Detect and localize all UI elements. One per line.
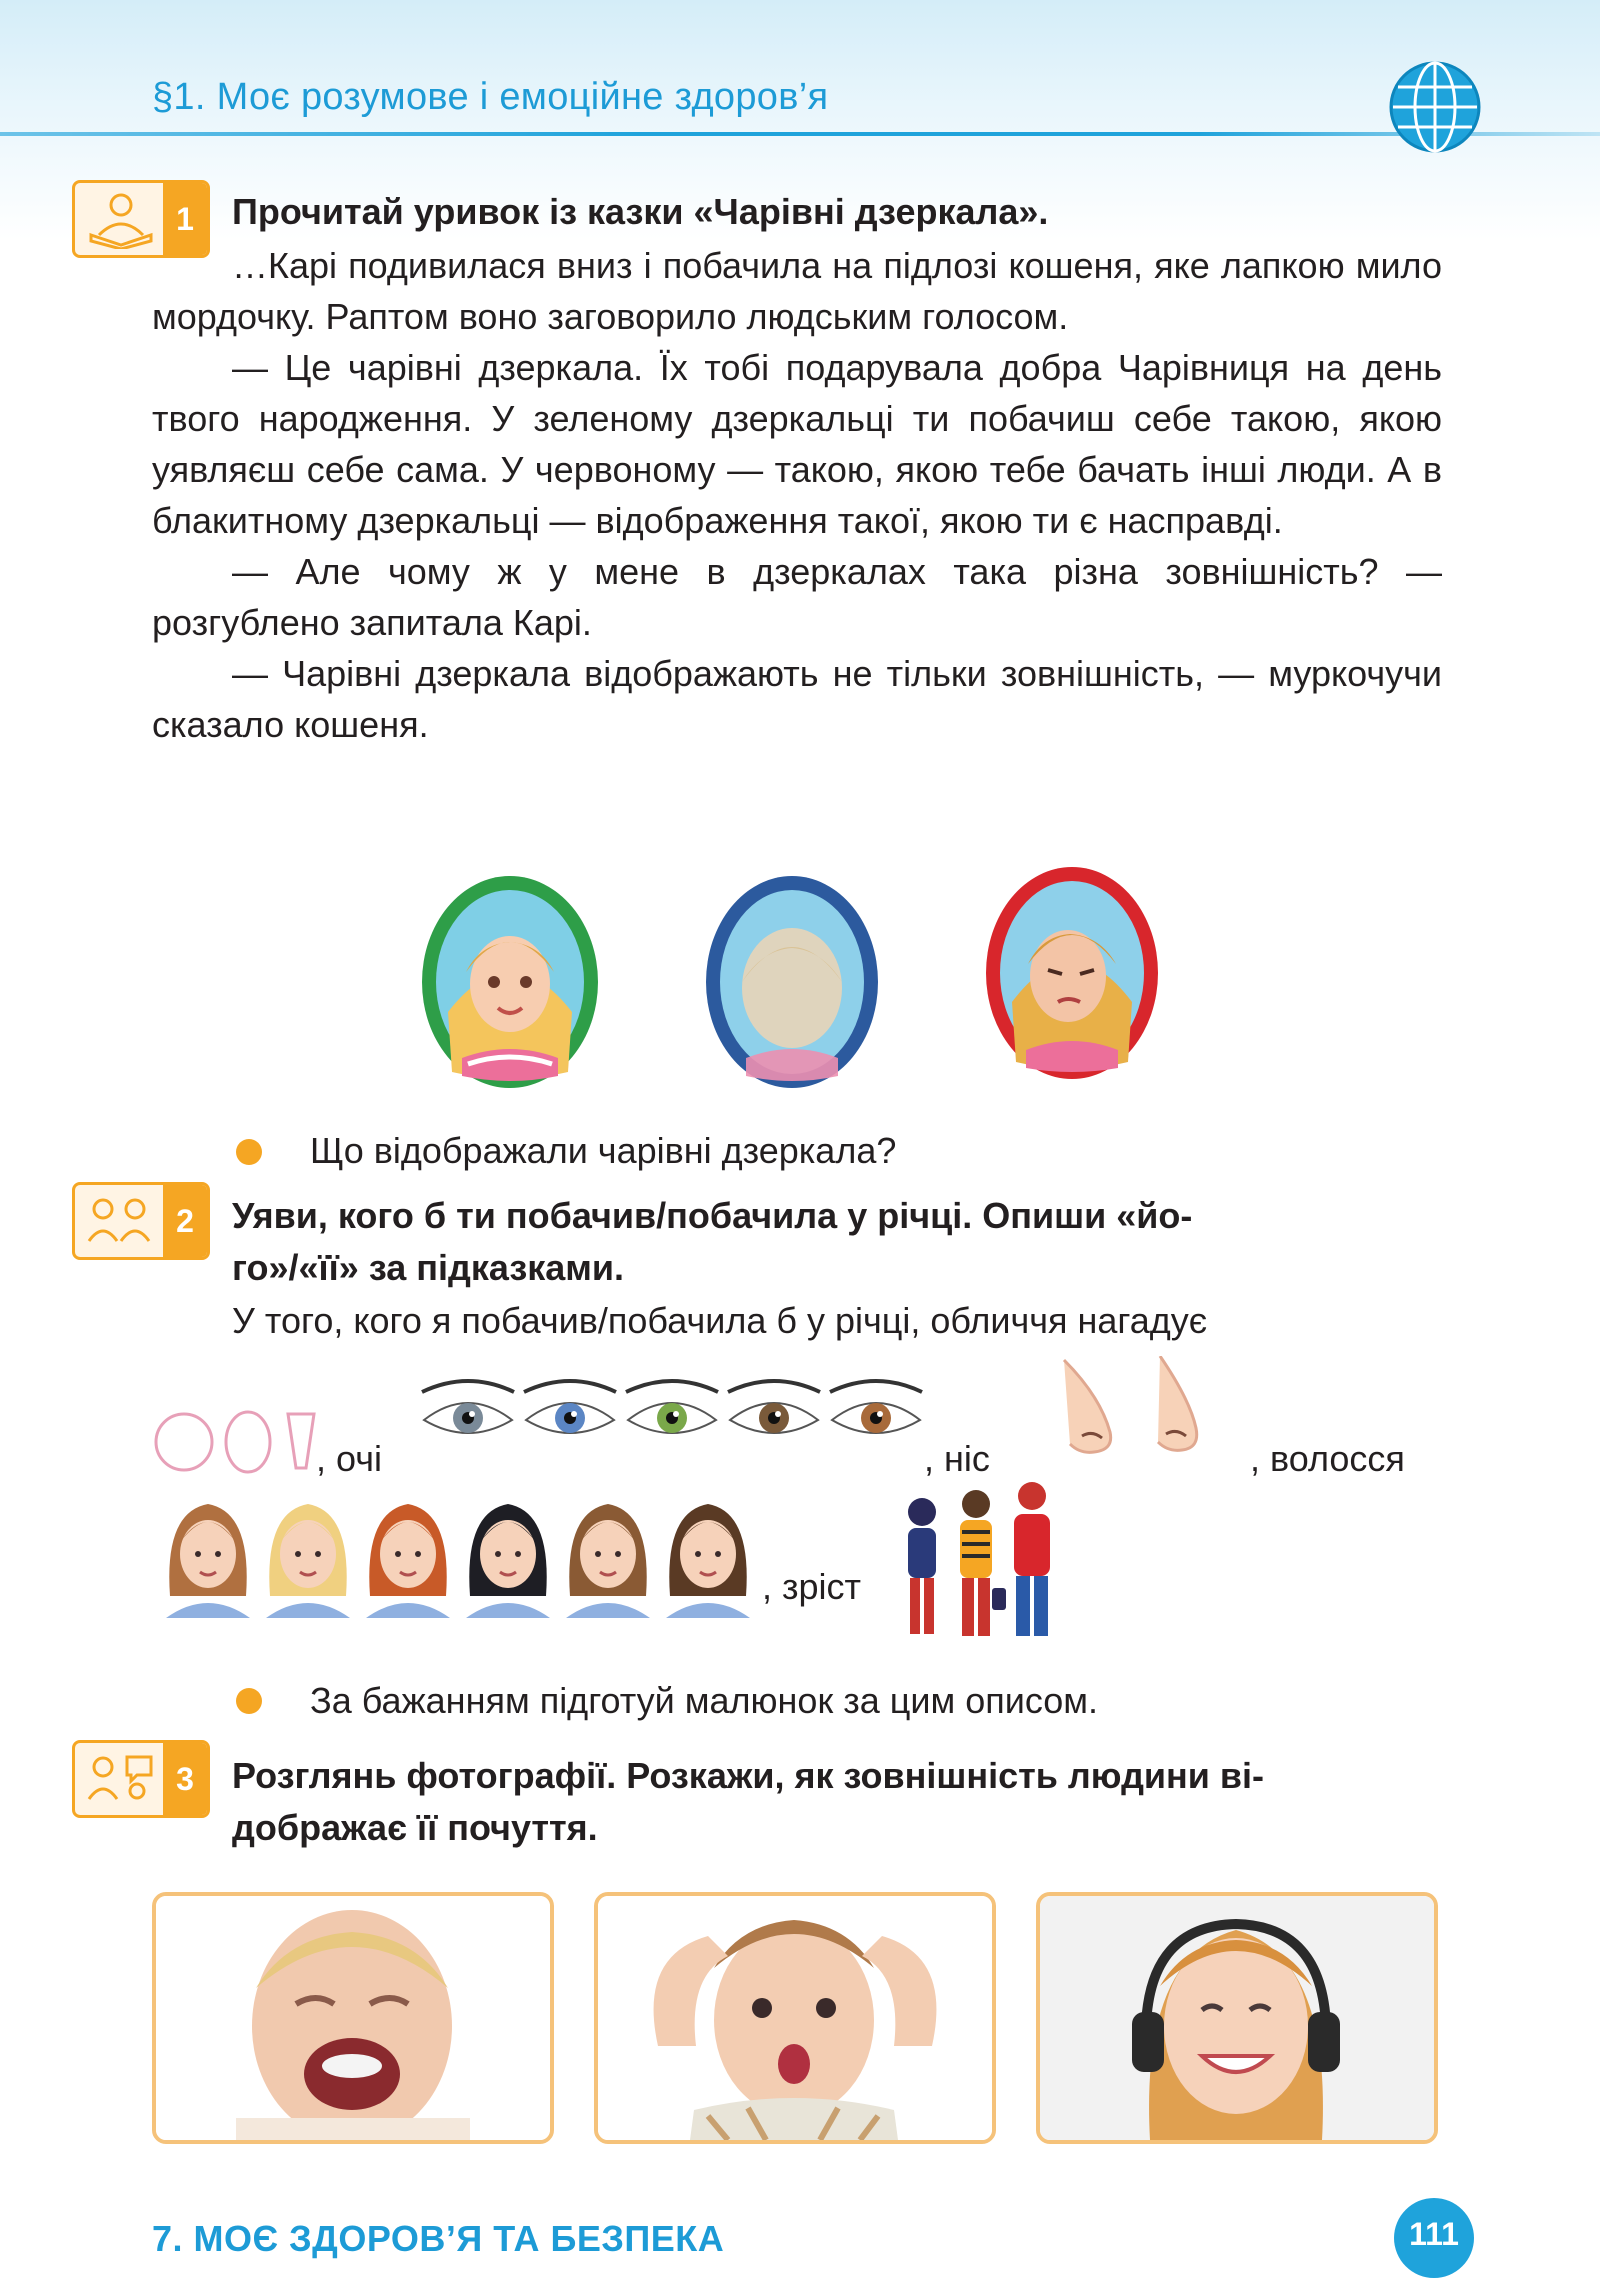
task-2-title-line: Уяви, кого б ти побачив/побачила у річці. Опиши «йо- xyxy=(232,1195,1193,1236)
eye-option xyxy=(422,1381,514,1433)
section-title: §1. Моє розумове і емоційне здоров’я xyxy=(152,76,829,118)
label-eyes: , очі xyxy=(316,1438,382,1479)
eye-option xyxy=(524,1381,616,1433)
happy-girl-headphones-photo xyxy=(1036,1892,1438,2144)
hair-option xyxy=(666,1504,750,1618)
task-3-badge xyxy=(72,1740,210,1818)
label-hair: , волосся xyxy=(1250,1438,1405,1479)
hair-option xyxy=(466,1504,550,1618)
hair-option xyxy=(566,1504,650,1618)
footer-section-title: 7. МОЄ ЗДОРОВ’Я ТА БЕЗПЕКА xyxy=(152,2218,725,2259)
story-paragraph: — Чарівні дзеркала відображають не тільки зовнішність, — муркочучи сказало кошеня. xyxy=(152,653,1442,745)
face-shapes-icon xyxy=(152,1408,320,1478)
hair-color-options xyxy=(160,1492,768,1618)
task-number: 3 xyxy=(163,1743,207,1815)
hair-option xyxy=(166,1504,250,1618)
people-thinking-icon xyxy=(85,1193,157,1251)
hair-option xyxy=(266,1504,350,1618)
eye-option xyxy=(728,1381,820,1433)
page-number: 111 xyxy=(1394,2198,1474,2278)
bullet-dot xyxy=(236,1139,262,1165)
task-number: 1 xyxy=(163,183,207,255)
label-nose: , ніс xyxy=(924,1438,990,1479)
people-discussing-icon xyxy=(85,1751,157,1809)
green-mirror-illustration xyxy=(418,872,602,1092)
blue-mirror-illustration xyxy=(702,872,882,1092)
task-2-title-line: го»/«її» за підказками. xyxy=(232,1247,625,1288)
header-rule xyxy=(0,132,1600,136)
nose-shapes-icon xyxy=(1040,1356,1240,1472)
label-height: , зріст xyxy=(762,1566,862,1607)
task-1-question: Що відображали чарівні дзеркала? xyxy=(310,1130,897,1171)
task-2-intro: У того, кого я побачив/побачила б у річці, обличчя нагадує xyxy=(232,1300,1208,1341)
story-paragraph: — Це чарівні дзеркала. Їх тобі подарувала добра Чарівниця на день твого народження. У зеленому дзеркальці ти побачиш себе такою, якою уявляєш себе сама. У червоному — такою, якою тебе бачать інші люди. А в блакитному дзеркальці — відображення такої, якою ти є насправді. xyxy=(152,347,1442,541)
task-2-title xyxy=(232,1190,1442,1294)
eye-option xyxy=(626,1381,718,1433)
task-3-title-line: дображає її почуття. xyxy=(232,1807,598,1848)
story-text xyxy=(152,240,1442,750)
surprised-boy-photo xyxy=(594,1892,996,2144)
task-3-title xyxy=(232,1750,1442,1854)
height-figures-icon xyxy=(896,1478,1068,1644)
crying-child-photo xyxy=(152,1892,554,2144)
task-number: 2 xyxy=(163,1185,207,1257)
task-2-badge xyxy=(72,1182,210,1260)
hair-option xyxy=(366,1504,450,1618)
task-3-title-line: Розглянь фотографії. Розкажи, як зовнішність людини ві- xyxy=(232,1755,1265,1796)
red-mirror-illustration xyxy=(982,862,1162,1084)
eye-option xyxy=(830,1381,922,1433)
task-1-title: Прочитай уривок із казки «Чарівні дзеркала». xyxy=(232,191,1049,232)
reading-person-icon xyxy=(85,191,157,249)
task-2-note: За бажанням підготуй малюнок за цим описом. xyxy=(310,1680,1099,1721)
story-paragraph: — Але чому ж у мене в дзеркалах така різна зовнішність? — розгублено запитала Карі. xyxy=(152,551,1442,643)
eye-color-options xyxy=(418,1376,926,1452)
globe-icon xyxy=(1388,60,1482,154)
story-paragraph: …Карі подивилася вниз і побачила на підлозі кошеня, яке лапкою мило мордочку. Раптом воно заговорило людським голосом. xyxy=(152,245,1442,337)
bullet-dot xyxy=(236,1688,262,1714)
